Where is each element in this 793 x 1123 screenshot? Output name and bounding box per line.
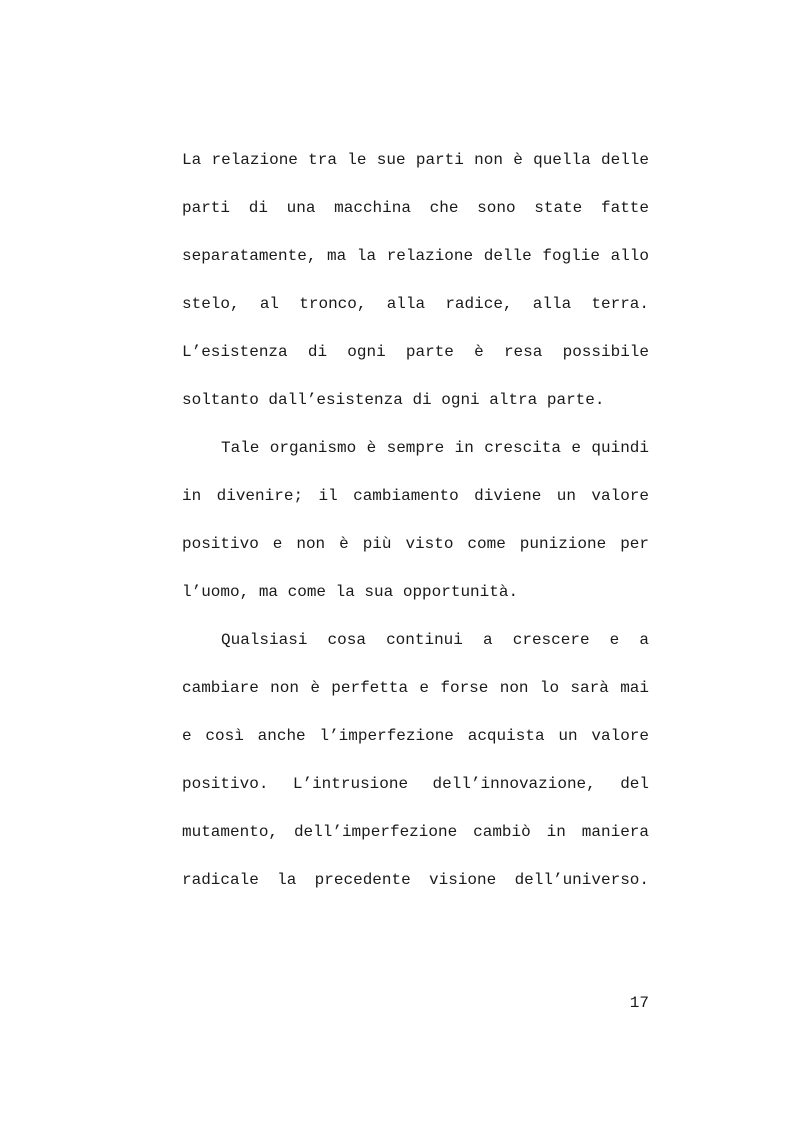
text-line: stelo, al tronco, alla radice, alla terra. bbox=[182, 295, 649, 313]
text-line: e così anche l’imperfezione acquista un valore bbox=[182, 727, 649, 745]
text-line: radicale la precedente visione dell’universo. bbox=[182, 871, 649, 889]
text-line: Qualsiasi cosa continui a crescere e a bbox=[221, 631, 649, 649]
text-line: in divenire; il cambiamento diviene un valore bbox=[182, 487, 649, 505]
text-line: positivo. L’intrusione dell’innovazione, del bbox=[182, 775, 649, 793]
page-number: 17 bbox=[629, 994, 649, 1012]
text-line: Tale organismo è sempre in crescita e quindi bbox=[221, 439, 649, 457]
text-line: soltanto dall’esistenza di ogni altra parte. bbox=[182, 391, 605, 409]
text-line: parti di una macchina che sono state fatte bbox=[182, 199, 649, 217]
text-line: separatamente, ma la relazione delle foglie allo bbox=[182, 247, 649, 265]
text-line: cambiare non è perfetta e forse non lo sarà mai bbox=[182, 679, 649, 697]
text-line: L’esistenza di ogni parte è resa possibile bbox=[182, 343, 649, 361]
text-line: La relazione tra le sue parti non è quella delle bbox=[182, 151, 649, 169]
text-line: positivo e non è più visto come punizione per bbox=[182, 535, 649, 553]
text-line: mutamento, dell’imperfezione cambiò in maniera bbox=[182, 823, 649, 841]
text-line: l’uomo, ma come la sua opportunità. bbox=[182, 583, 519, 601]
